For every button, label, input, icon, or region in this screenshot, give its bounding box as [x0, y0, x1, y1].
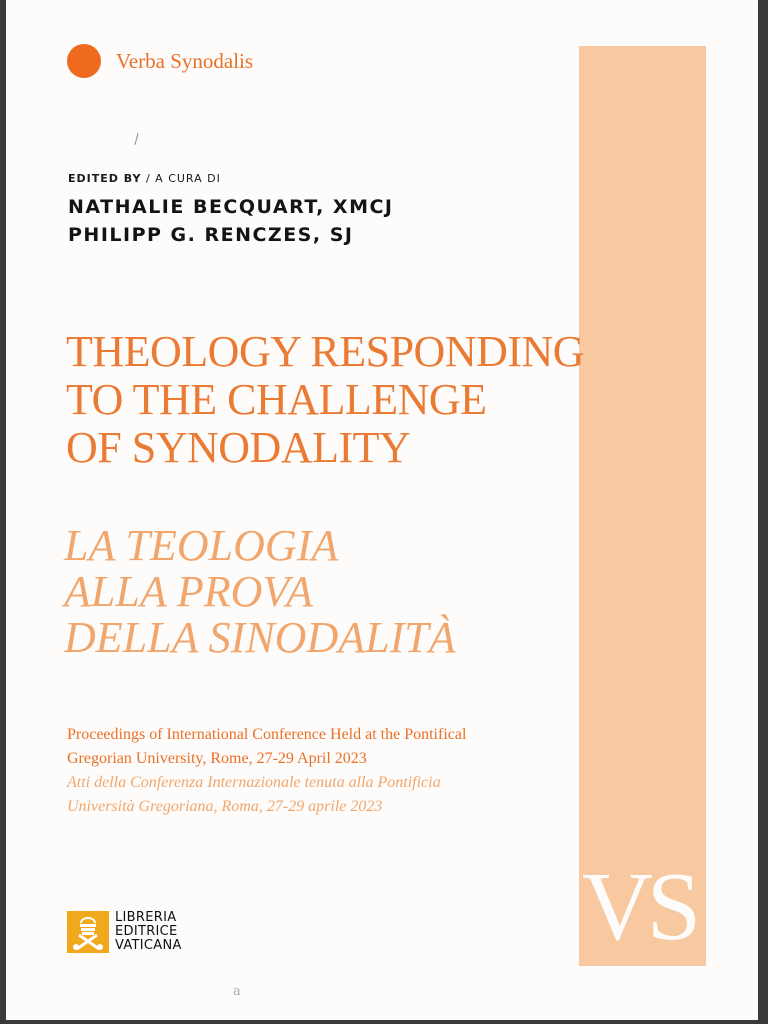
book-cover — [6, 0, 758, 1020]
vs-monogram: VS — [582, 853, 696, 961]
proceedings-line: Università Gregoriana, Roma, 27-29 aprile 2023 — [67, 798, 383, 815]
title-line: LA TEOLOGIA — [64, 521, 339, 570]
pencil-mark — [134, 133, 138, 145]
publisher-name: LIBRERIA EDITRICE VATICANA — [115, 910, 182, 953]
series-logo — [67, 44, 253, 78]
proceedings-line: Gregorian University, Rome, 27-29 April 2023 — [67, 750, 367, 767]
orange-circle-icon — [67, 44, 101, 78]
editor-name: NATHALIE BECQUART, XMCJ — [68, 196, 394, 218]
editor-name: PHILIPP G. RENCZES, SJ — [68, 224, 354, 246]
vertical-band — [579, 46, 706, 966]
title-line: ALLA PROVA — [64, 567, 313, 616]
series-name: Verba Synodalis — [116, 48, 254, 73]
publisher-logo — [67, 911, 182, 953]
title-line: OF SYNODALITY — [66, 423, 411, 472]
title-line: THEOLOGY RESPONDING — [66, 327, 585, 376]
proceedings-line: Atti della Conferenza Internazionale tenuta alla Pontificia — [67, 774, 441, 791]
proceedings-text — [67, 723, 466, 819]
proceedings-line: Proceedings of International Conference Held at the Pontifical — [67, 726, 467, 743]
edited-by-label: EDITED BY / A CURA DI — [68, 172, 221, 185]
title-english — [66, 328, 706, 472]
title-line: DELLA SINODALITÀ — [64, 613, 456, 662]
pencil-mark: a — [233, 984, 241, 999]
title-italian — [64, 523, 456, 661]
title-line: TO THE CHALLENGE — [66, 375, 487, 424]
papal-emblem-icon — [67, 911, 109, 953]
